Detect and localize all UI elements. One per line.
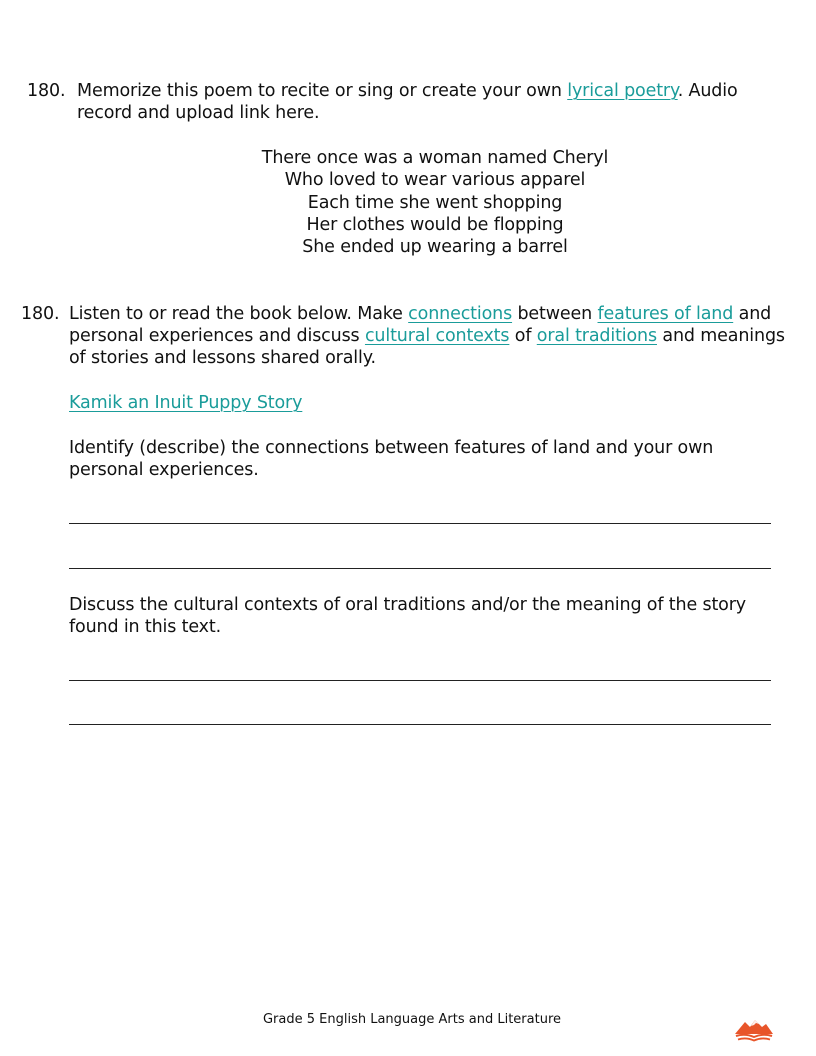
prompt-1-line-1: Identify (describe) the connections between features of land and your own <box>69 438 714 458</box>
features-of-land-link[interactable]: features of land <box>597 304 734 324</box>
book-link-row <box>69 392 302 414</box>
poem <box>220 147 650 258</box>
question-1-line-1 <box>77 80 738 102</box>
page-footer: Grade 5 English Language Arts and Literature <box>262 1012 562 1027</box>
answer-line[interactable] <box>69 568 771 569</box>
question-1-text: Memorize this poem to recite or sing or create your own <box>77 81 568 101</box>
poem-line: Her clothes would be flopping <box>306 214 564 235</box>
question-2-number: 180. <box>21 304 60 324</box>
question-1-line-2: record and upload link here. <box>77 103 320 123</box>
poem-line: She ended up wearing a barrel <box>302 237 568 258</box>
question-2-line-3: of stories and lessons shared orally. <box>69 348 376 368</box>
answer-line[interactable] <box>69 724 771 725</box>
question-1-text-tail: . Audio <box>677 81 738 101</box>
question-2-text: and meanings <box>656 326 785 346</box>
question-2-text: personal experiences and discuss <box>69 326 365 346</box>
prompt-1-line-2: personal experiences. <box>69 460 259 480</box>
question-1-number: 180. <box>27 81 66 101</box>
question-2-text: of <box>509 326 537 346</box>
kamik-story-link[interactable]: Kamik an Inuit Puppy Story <box>69 393 303 413</box>
question-2-line-1 <box>69 303 771 325</box>
answer-line[interactable] <box>69 680 771 681</box>
question-2-text: and <box>733 304 772 324</box>
prompt-2-line-2: found in this text. <box>69 617 221 637</box>
oral-traditions-link[interactable]: oral traditions <box>536 326 657 346</box>
poem-line: Each time she went shopping <box>307 192 563 213</box>
question-2-text: Listen to or read the book below. Make <box>69 304 409 324</box>
answer-line[interactable] <box>69 523 771 524</box>
cultural-contexts-link[interactable]: cultural contexts <box>364 326 510 346</box>
poem-line: Who loved to wear various apparel <box>284 170 586 191</box>
prompt-2-line-1: Discuss the cultural contexts of oral traditions and/or the meaning of the story <box>69 595 746 615</box>
poem-line: There once was a woman named Cheryl <box>261 148 609 168</box>
lyrical-poetry-link[interactable]: lyrical poetry <box>567 81 678 101</box>
connections-link[interactable]: connections <box>408 304 513 324</box>
question-2-text: between <box>512 304 598 324</box>
mountain-book-logo-icon <box>732 1012 776 1044</box>
question-2-line-2 <box>69 325 785 347</box>
